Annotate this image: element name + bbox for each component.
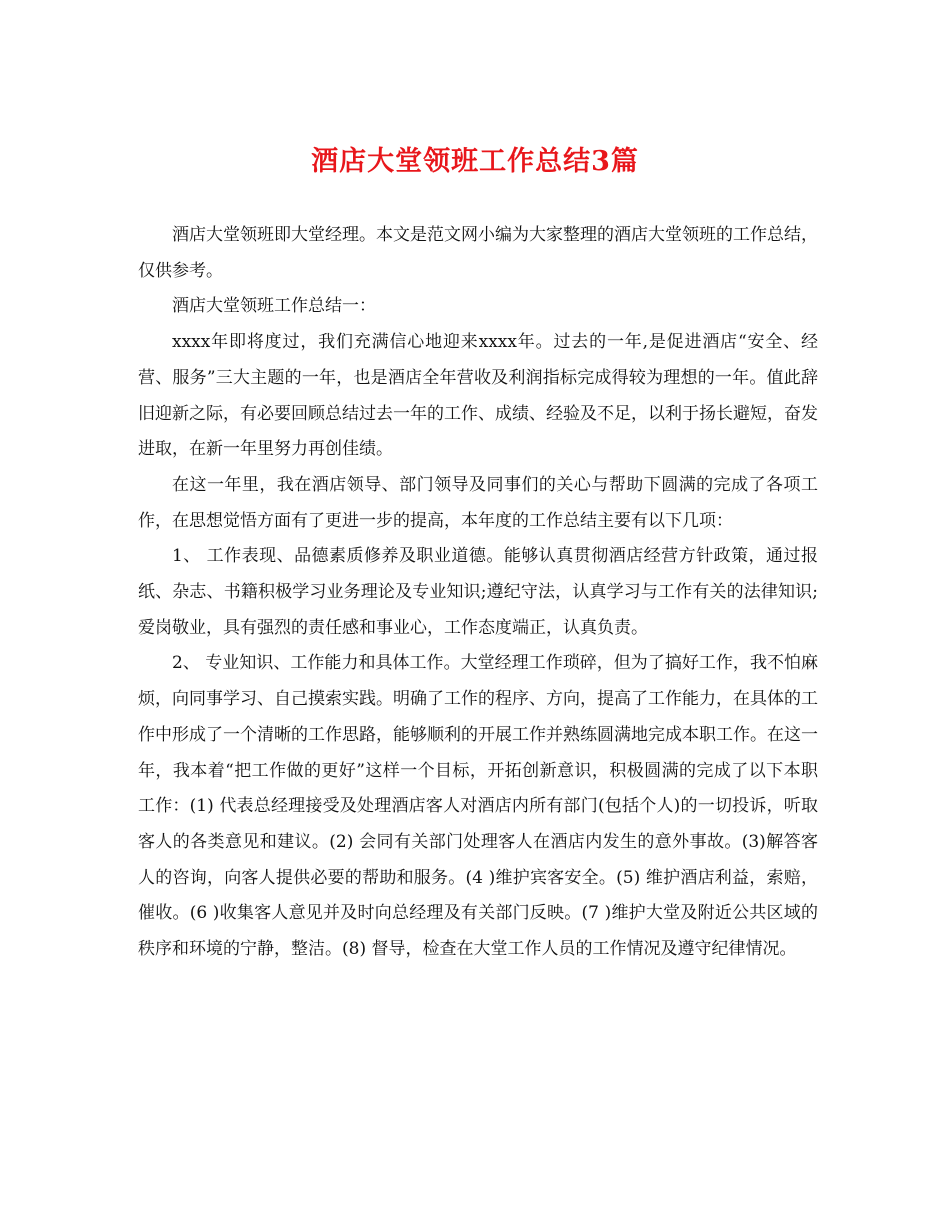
paragraph-section-heading: 酒店大堂领班工作总结一：	[172, 296, 376, 317]
paragraph-intro: 酒店大堂领班即大堂经理。本文是范文网小编为大家整理的酒店大堂领班的工作总结，仅供参考。	[138, 225, 818, 281]
document-title: 酒店大堂领班工作总结3篇	[311, 146, 639, 177]
paragraph-year-review: xxxx年即将度过，我们充满信心地迎来xxxx年。过去的一年,是促进酒店“安全、经营、服务”三大主题的一年，也是酒店全年营收及利润指标完成得较为理想的一年。值此辞旧迎新之际，有必要回顾总结过去一年的工作、成绩、经验及不足，以利于扬长避短，奋发进取，在新一年里努力再创佳绩。	[138, 332, 818, 460]
paragraph-item-1: 1、 工作表现、品德素质修养及职业道德。能够认真贯彻酒店经营方针政策，通过报纸、杂志、书籍积极学习业务理论及专业知识;遵纪守法，认真学习与工作有关的法律知识;爱岗敬业，具有强烈的责任感和事业心，工作态度端正，认真负责。	[138, 546, 818, 638]
document-body	[138, 218, 818, 968]
paragraph-overview: 在这一年里，我在酒店领导、部门领导及同事们的关心与帮助下圆满的完成了各项工作，在思想觉悟方面有了更进一步的提高，本年度的工作总结主要有以下几项：	[138, 474, 818, 531]
paragraph-item-2: 2、 专业知识、工作能力和具体工作。大堂经理工作琐碎，但为了搞好工作，我不怕麻烦，向同事学习、自己摸索实践。明确了工作的程序、方向，提高了工作能力，在具体的工作中形成了一个清晰的工作思路，能够顺利的开展工作并熟练圆满地完成本职工作。在这一年，我本着“把工作做的更好”这样一个目标，开拓创新意识，积极圆满的完成了以下本职工作：(1) 代表总经理接受及处理酒店客人对酒店内所有部门(包括个人)的一切投诉，听取客人的各类意见和建议。(2) 会同有关部门处理客人在酒店内发生的意外事故。(3)解答客人的咨询，向客人提供必要的帮助和服务。(4 )维护宾客安全。(5) 维护酒店利益，索赔，催收。(6 )收集客人意见并及时向总经理及有关部门反映。(7 )维护大堂及附近公共区域的秩序和环境的宁静，整洁。(8) 督导，检查在大堂工作人员的工作情况及遵守纪律情况。	[138, 653, 818, 960]
